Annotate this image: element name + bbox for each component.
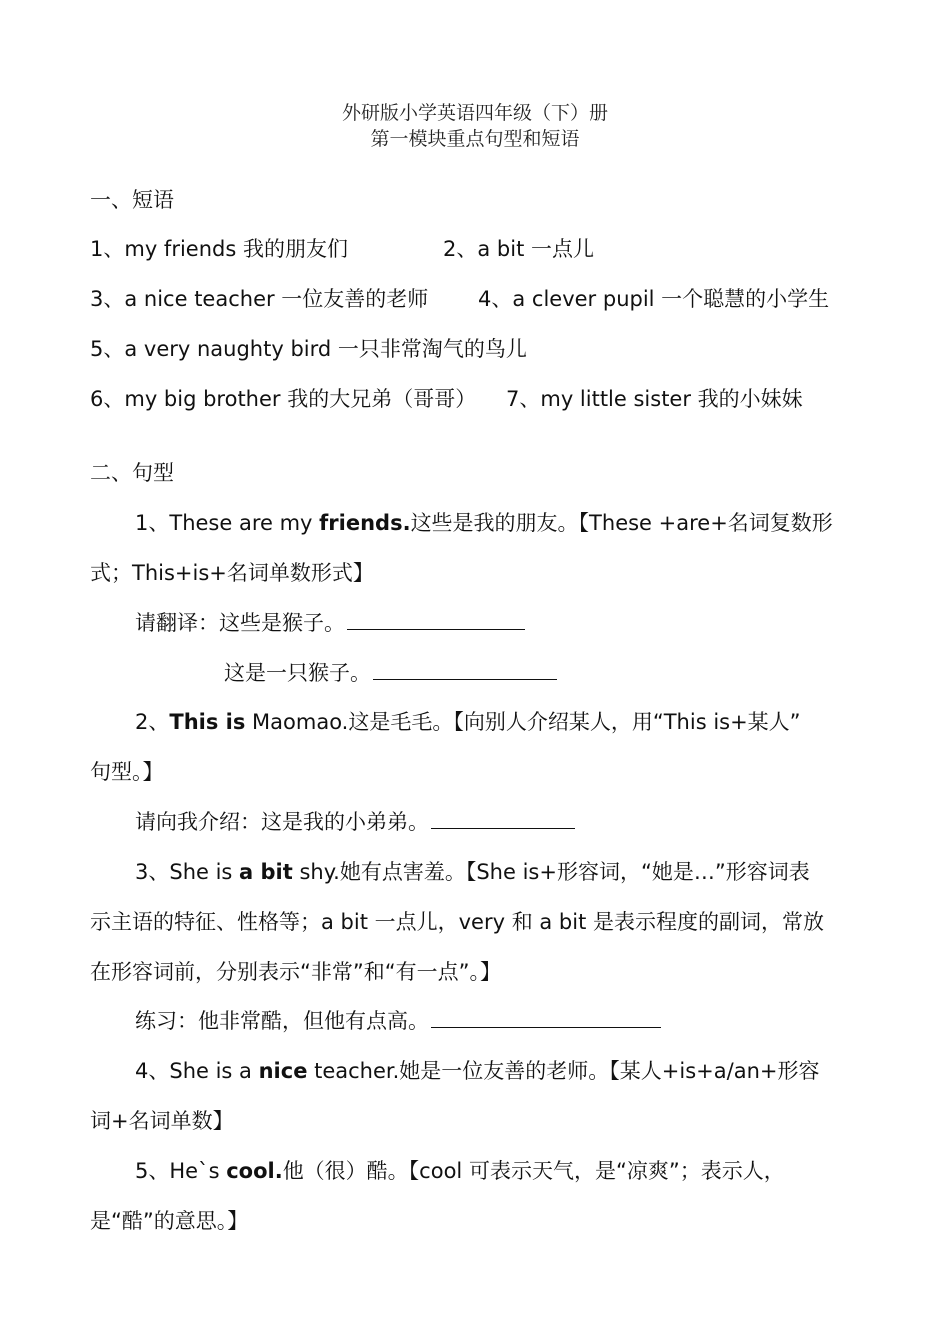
- phrase-item: 4、a clever pupil 一个聪慧的小学生: [478, 287, 830, 311]
- sentence-keyword: nice: [258, 1059, 308, 1083]
- answer-blank[interactable]: [431, 1007, 661, 1028]
- sentence-5: [135, 1157, 785, 1185]
- exercise-prompt: 这是一只猴子。: [224, 661, 371, 685]
- exercise-3: [135, 1007, 661, 1035]
- sentence-text: 4、She is a: [135, 1059, 259, 1083]
- doc-title: 外研版小学英语四年级（下）册: [341, 102, 608, 124]
- sentence-text: 这些是我的朋友。【These +are+名词复数形: [410, 511, 833, 535]
- exercise-prompt: 请翻译：这些是猴子。: [135, 611, 345, 635]
- phrase-item: 1、my friends 我的朋友们: [90, 237, 348, 261]
- exercise-prompt: 请向我介绍：这是我的小弟弟。: [135, 810, 429, 834]
- sentence-text: 1、These are my: [135, 511, 320, 535]
- sentence-keyword: friends.: [319, 511, 411, 535]
- sentence-3-cont: 在形容词前，分别表示“非常”和“有一点”。】: [90, 960, 502, 984]
- phrase-item: 5、a very naughty bird 一只非常淘气的鸟儿: [90, 337, 527, 361]
- phrases-heading: 一、短语: [90, 188, 174, 212]
- sentence-4-cont: 词+名词单数】: [90, 1109, 234, 1133]
- sentence-text: teacher.她是一位友善的老师。【某人+is+a/an+形容: [307, 1059, 820, 1083]
- sentence-text: 5、He`s: [135, 1159, 227, 1183]
- phrase-item: 3、a nice teacher 一位友善的老师: [90, 287, 429, 311]
- sentence-2: [135, 708, 801, 736]
- sentence-text: shy.她有点害羞。【She is+形容词，“她是…”形容词表: [292, 860, 810, 884]
- sentence-keyword: a bit: [239, 860, 293, 884]
- answer-blank[interactable]: [347, 609, 525, 630]
- sentence-text: 3、She is: [135, 860, 240, 884]
- phrase-item: 6、my big brother 我的大兄弟（哥哥）: [90, 387, 477, 411]
- sentence-3: [135, 858, 810, 886]
- sentence-text: 2、: [135, 710, 170, 734]
- exercise-1b: [224, 659, 557, 687]
- sentence-4: [135, 1057, 819, 1085]
- sentence-3-cont: 示主语的特征、性格等；a bit 一点儿，very 和 a bit 是表示程度的副词，常放: [90, 910, 824, 934]
- sentence-keyword: cool.: [226, 1159, 283, 1183]
- sentence-1-cont: 式；This+is+名词单数形式】: [90, 561, 374, 585]
- phrase-item: 7、my little sister 我的小妹妹: [506, 387, 803, 411]
- sentence-1: [135, 509, 833, 537]
- doc-subtitle: 第一模块重点句型和短语: [370, 128, 580, 150]
- exercise-prompt: 练习：他非常酷，但他有点高。: [135, 1009, 429, 1033]
- sentence-5-cont: 是“酷”的意思。】: [90, 1209, 249, 1233]
- exercise-1: [135, 609, 525, 637]
- sentence-keyword: This is: [169, 710, 246, 734]
- sentences-heading: 二、句型: [90, 461, 174, 485]
- exercise-2: [135, 808, 575, 836]
- sentence-2-cont: 句型。】: [90, 760, 164, 784]
- answer-blank[interactable]: [373, 659, 557, 680]
- phrase-item: 2、a bit 一点儿: [443, 237, 594, 261]
- sentence-text: Maomao.这是毛毛。【向别人介绍某人，用“This is+某人”: [245, 710, 801, 734]
- answer-blank[interactable]: [431, 808, 575, 829]
- sentence-text: 他（很）酷。【cool 可表示天气，是“凉爽”；表示人，: [282, 1159, 785, 1183]
